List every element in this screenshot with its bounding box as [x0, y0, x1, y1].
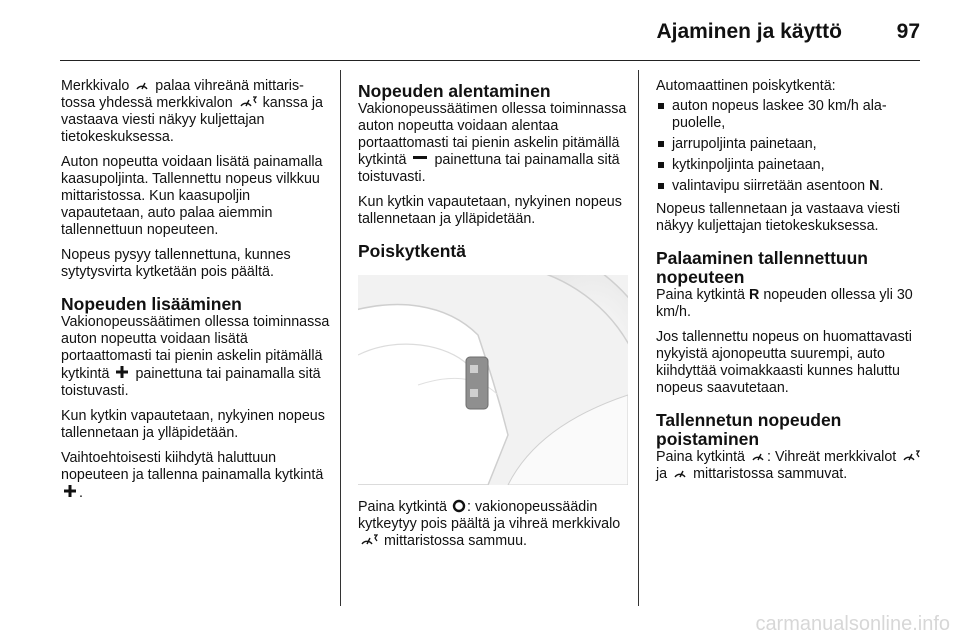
heading-decrease-speed: Nopeuden alentaminen	[358, 81, 551, 101]
paragraph-decrease: Vakionopeussäätimen ollessa toiminnassa auton nopeutta voidaan alentaa portaattomasti tai pienin askelin pitämällä kytkintä painettuna tai painamalla sitä toistuvasti.	[358, 101, 627, 185]
column-1	[61, 78, 333, 510]
plus-switch-icon	[63, 484, 77, 498]
cruise-control-lamp-icon	[751, 449, 765, 463]
cruise-control-lamp-icon	[673, 466, 687, 480]
paragraph-switch-off: Paina kytkintä : vakionopeussäädin kytkeytyy pois päältä ja vihreä merkkivalo mittaristossa sammuu.	[358, 499, 621, 549]
heading-increase-speed: Nopeuden lisääminen	[61, 294, 242, 314]
paragraph-release-2: Kun kytkin vapautetaan, nykyinen nopeus tallennetaan ja ylläpidetään.	[358, 194, 622, 227]
paragraph-release: Kun kytkin vapautetaan, nykyinen nopeus tallennetaan ja ylläpidetään.	[61, 408, 325, 441]
heading-return-to-speed: Palaaminen tallennettuun nopeuteen	[656, 248, 868, 287]
paragraph-increase: Vakionopeussäätimen ollessa toiminnassa auton nopeutta voidaan lisätä portaattomasti tai pienin askelin pitämällä kytkintä painettuna tai painamalla sitä toistuvasti.	[61, 314, 330, 399]
cruise-control-set-lamp-icon	[902, 449, 920, 463]
list-item: jarrupoljinta painetaan,	[656, 136, 928, 153]
auto-off-list	[656, 98, 928, 195]
column-divider-1	[340, 70, 341, 606]
gear-position-n: N	[869, 178, 880, 194]
paragraph-delete: Paina kytkintä : Vihreät merkkivalot ja mittaristossa sammuvat.	[656, 449, 928, 483]
column-2	[358, 78, 630, 558]
paragraph-indicator-lamp: Merkkivalo palaa vihreänä mittaristossa yhdessä merkkivalon kanssa ja vastaava viesti näkyy kuljettajan tietokeskuksessa.	[61, 78, 324, 145]
list-item: kytkinpoljinta painetaan,	[656, 157, 928, 174]
paragraph-alternatively: Vaihtoehtoisesti kiihdytä haluttuun nopeuteen ja tallenna painamalla kytkintä .	[61, 450, 324, 501]
cruise-control-set-lamp-icon	[239, 95, 257, 109]
page-number: 97	[896, 20, 920, 43]
paragraph-auto-off: Automaattinen poiskytkentä:	[656, 78, 836, 94]
paragraph-press-r: Paina kytkintä R nopeuden ollessa yli 30 km/h.	[656, 287, 913, 320]
paragraph-strong-acceleration: Jos tallennettu nopeus on huomattavasti nykyistä ajonopeutta suurempi, auto kiihdyttää voimakkaasti kunnes haluttu nopeus saavutetaan.	[656, 329, 912, 396]
heading-delete-speed: Tallennetun nopeuden poistaminen	[656, 410, 842, 449]
list-item: auton nopeus laskee 30 km/h alapuolelle,	[656, 98, 928, 132]
paragraph-speed-stored: Nopeus pysyy tallennettuna, kunnes sytytysvirta kytketään pois päältä.	[61, 247, 291, 280]
steering-wheel-illustration	[358, 275, 628, 485]
switch-r: R	[749, 287, 760, 303]
paragraph-accelerate: Auton nopeutta voidaan lisätä painamalla kaasupoljinta. Tallennettu nopeus vilkkuu mittaristossa. Kun kaasupoljin vapautetaan, auto palaa aiemmin tallennettuun nopeuteen.	[61, 154, 323, 238]
cruise-control-set-lamp-icon	[360, 533, 378, 547]
chapter-title: Ajaminen ja käyttö	[656, 20, 842, 43]
column-3	[656, 78, 928, 491]
minus-switch-icon	[413, 156, 427, 160]
cruise-control-lamp-icon	[135, 78, 149, 92]
page-header	[0, 0, 960, 62]
heading-switch-off: Poiskytkentä	[358, 241, 466, 261]
header-divider	[60, 60, 920, 61]
paragraph-speed-saved: Nopeus tallennetaan ja vastaava viesti näkyy kuljettajan tietokeskuksessa.	[656, 201, 900, 234]
column-divider-2	[638, 70, 639, 606]
watermark-text: carmanualsonline.info	[755, 613, 950, 635]
steering-wheel-drawing	[358, 275, 628, 485]
circle-o-switch-icon	[452, 499, 466, 513]
list-item: valintavipu siirretään asentoon N.	[656, 178, 928, 195]
plus-switch-icon	[115, 365, 129, 379]
